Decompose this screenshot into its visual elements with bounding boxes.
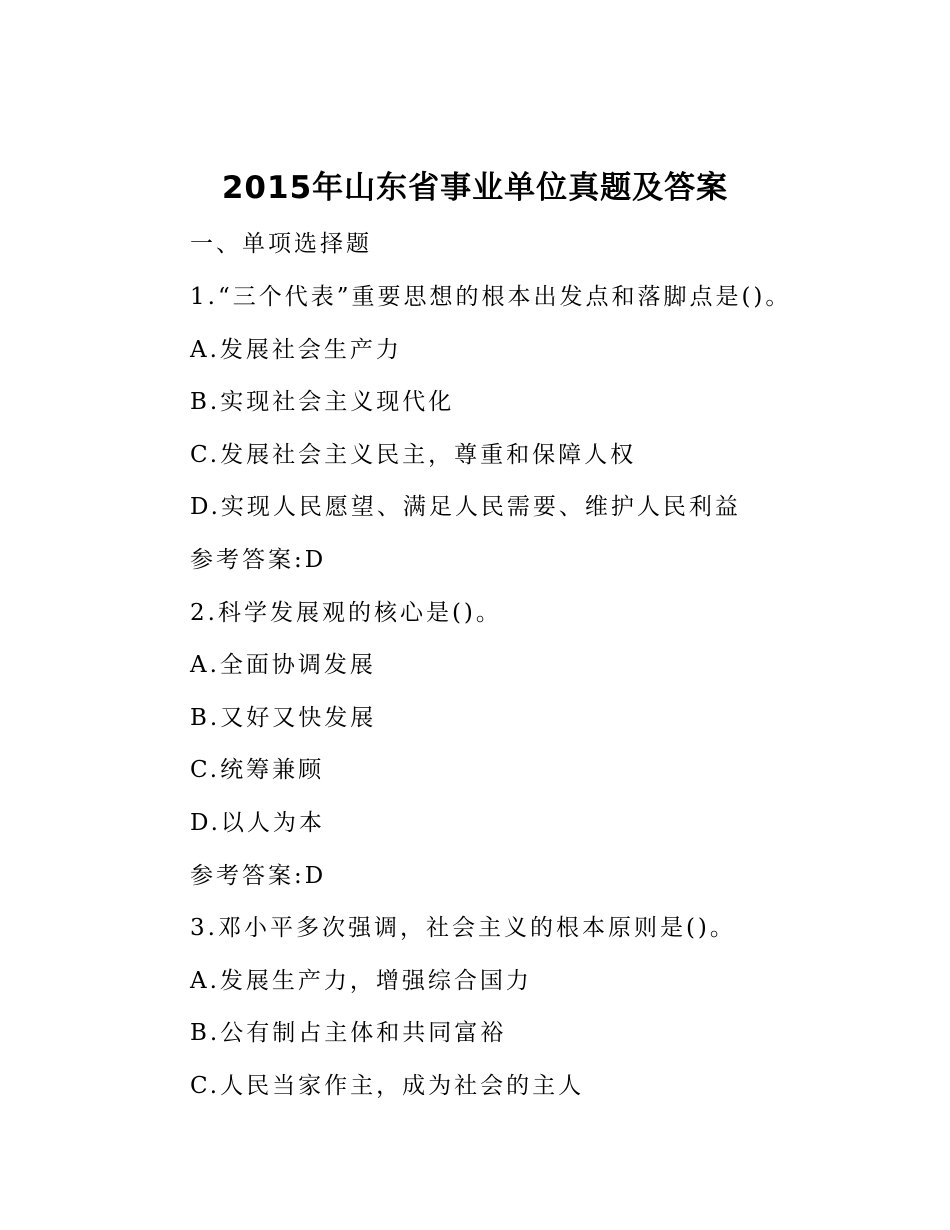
- question-1-option-b: B.实现社会主义现代化: [190, 389, 455, 416]
- question-2-stem: 2.科学发展观的核心是()。: [190, 599, 502, 626]
- page-title: 2015年山东省事业单位真题及答案: [221, 170, 729, 206]
- question-2-option-c: C.统筹兼顾: [190, 757, 325, 784]
- question-3-option-a: A.发展生产力，增强综合国力: [190, 967, 532, 994]
- question-1-answer: 参考答案:D: [190, 546, 327, 573]
- question-2-option-a: A.全面协调发展: [190, 652, 376, 679]
- question-2-answer: 参考答案:D: [190, 862, 327, 889]
- question-1-option-c: C.发展社会主义民主，尊重和保障人权: [190, 441, 637, 468]
- question-2-option-d: D.以人为本: [190, 809, 325, 836]
- question-list: [190, 277, 910, 1119]
- section-heading: 一、单项选择题: [190, 231, 372, 257]
- question-2-option-b: B.又好又快发展: [190, 704, 377, 731]
- question-1-option-d: D.实现人民愿望、满足人民需要、维护人民利益: [190, 494, 741, 521]
- question-1-stem: 1.“三个代表”重要思想的根本出发点和落脚点是()。: [190, 284, 792, 310]
- question-3-stem: 3.邓小平多次强调，社会主义的根本原则是()。: [190, 915, 736, 942]
- question-3-option-c: C.人民当家作主，成为社会的主人: [190, 1072, 585, 1099]
- question-3-option-b: B.公有制占主体和共同富裕: [190, 1020, 507, 1047]
- question-1-option-a: A.发展社会生产力: [190, 336, 402, 363]
